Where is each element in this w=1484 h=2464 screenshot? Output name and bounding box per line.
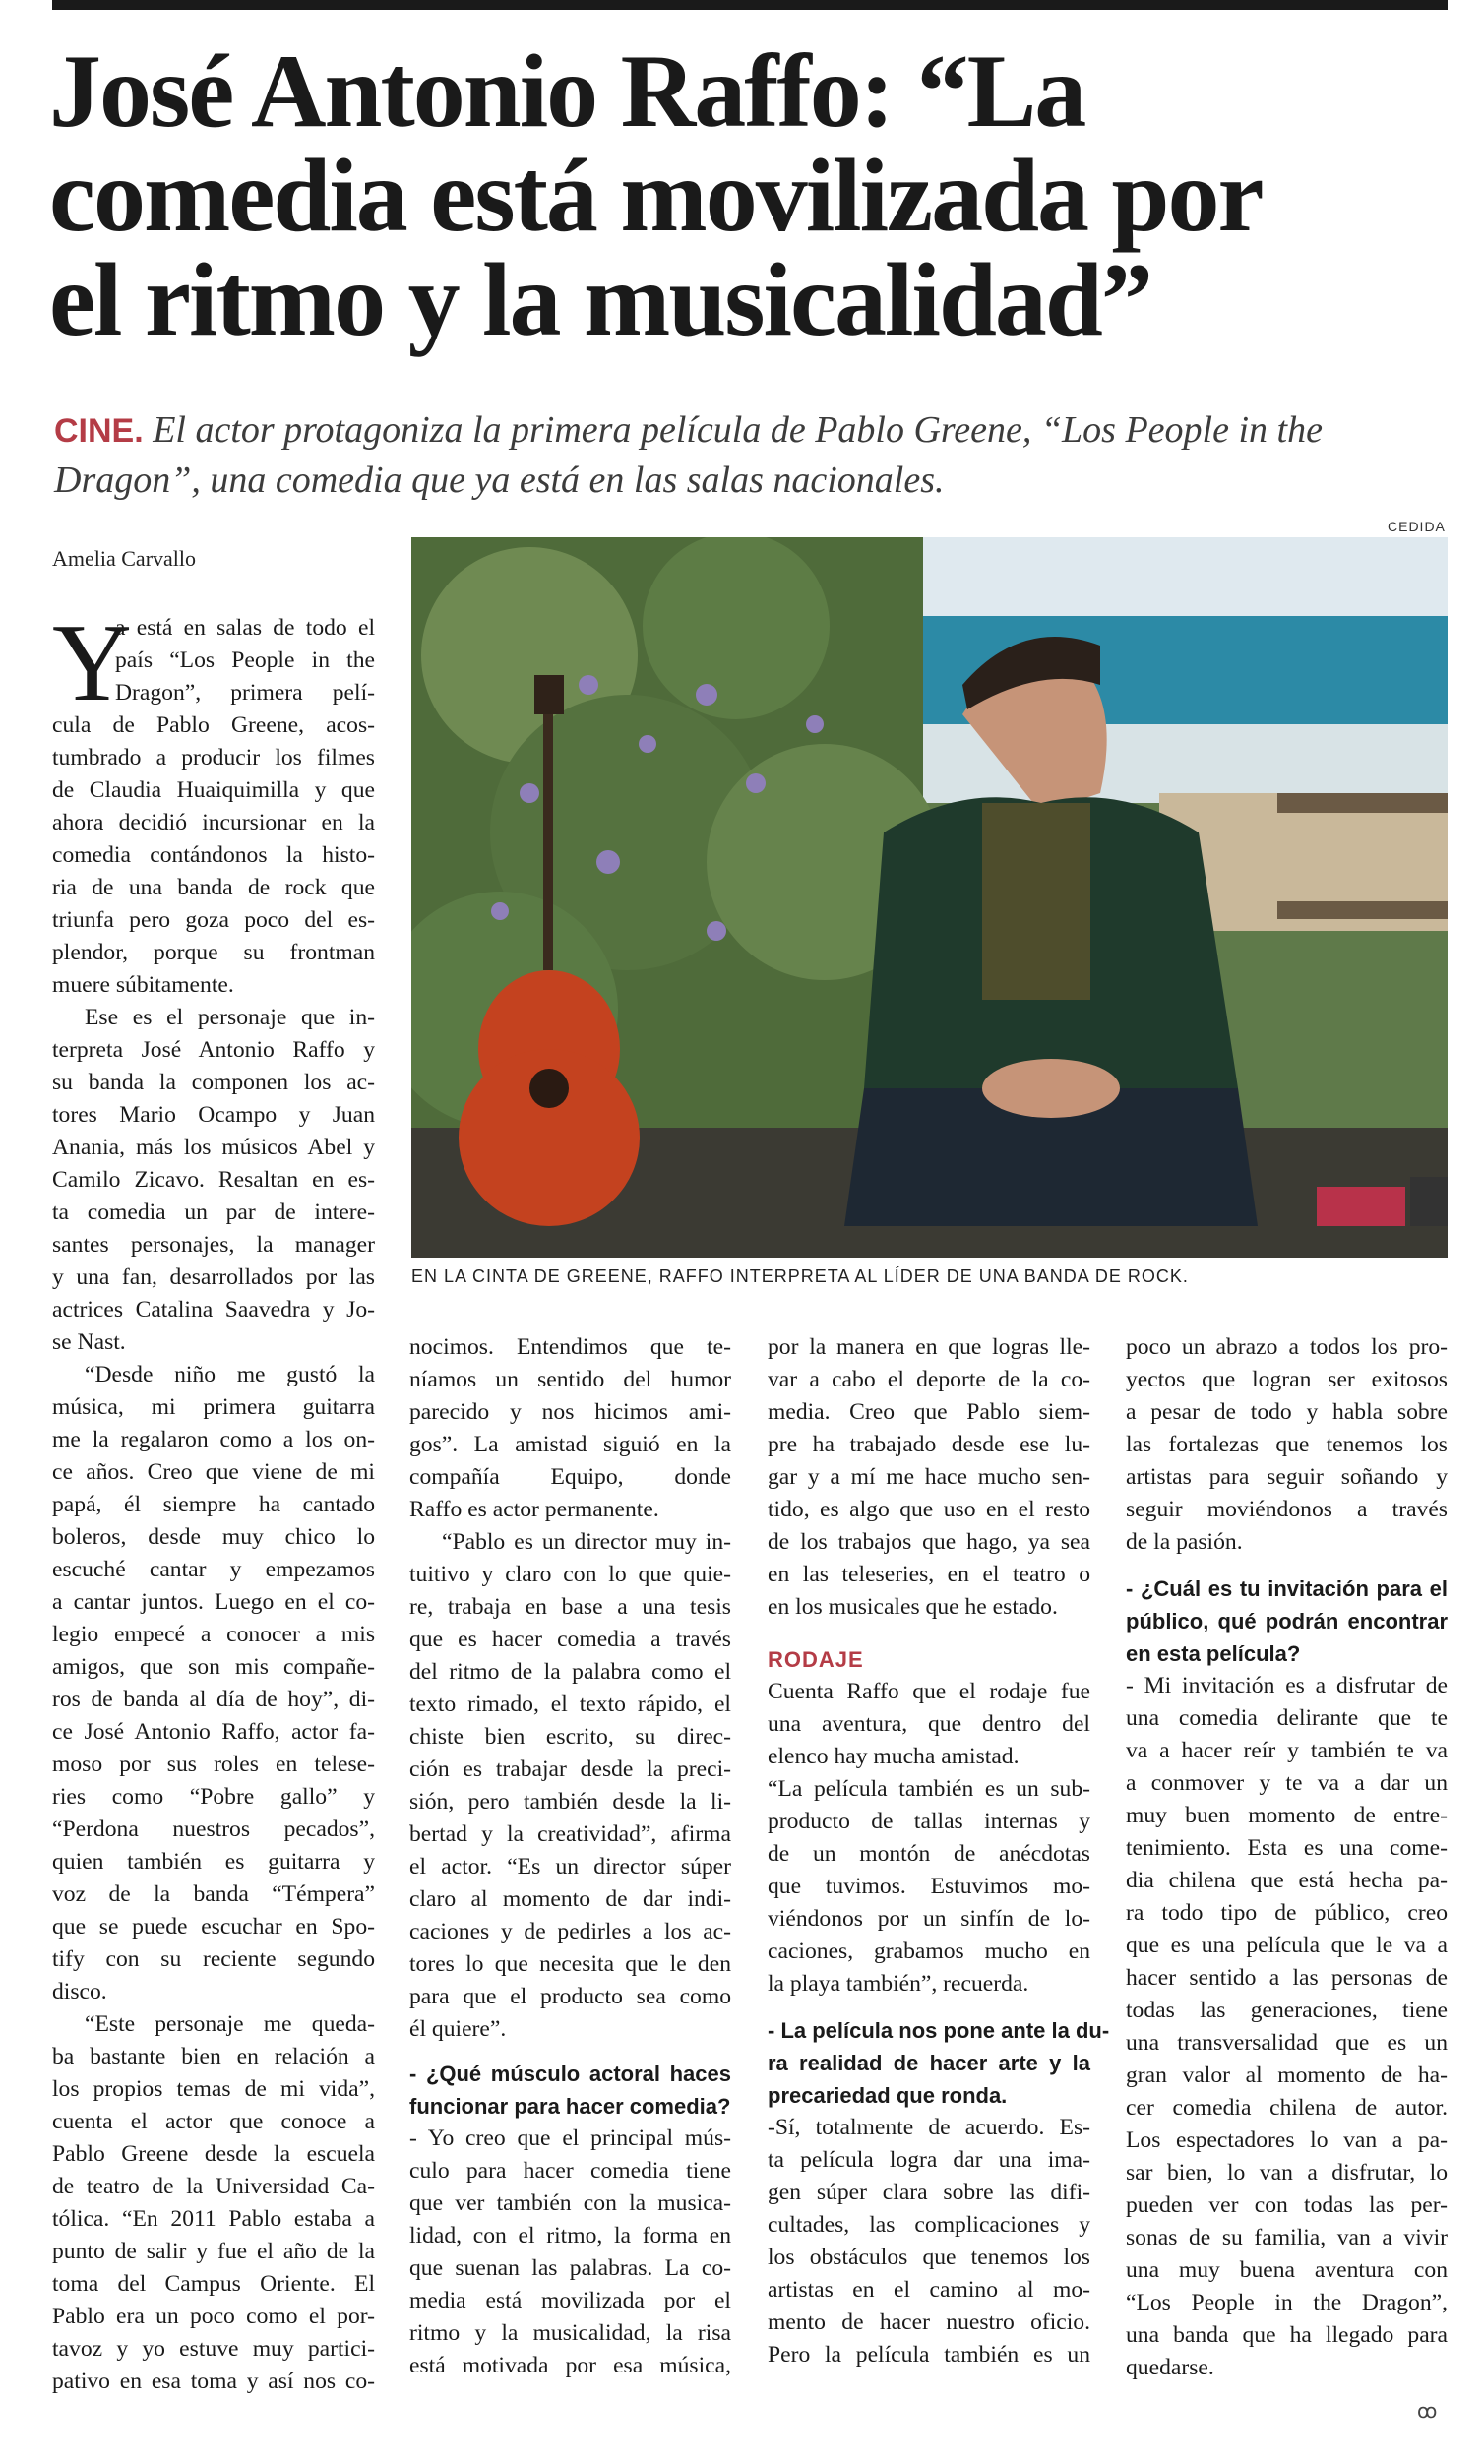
body-line: “La película también es un sub-: [768, 1776, 1090, 1802]
body-line: “Pablo es un director muy in-: [442, 1529, 731, 1555]
body-line: ba bastante bien en relación a: [52, 2044, 375, 2069]
body-line: texto rimado, el texto rápido, el: [409, 1692, 731, 1717]
body-line: para que el producto sea como: [409, 1984, 731, 2009]
deck-line-2: Dragon”, una comedia que ya está en las salas nacionales.: [54, 460, 945, 501]
body-line: escuché cantar y empezamos: [52, 1557, 375, 1582]
interview-question: ra realidad de hacer arte y la: [768, 2051, 1090, 2075]
body-line: él quiere”.: [409, 2016, 507, 2042]
body-line: Pero la película también es un: [768, 2342, 1090, 2368]
body-line: que tuvimos. Estuvimos mo-: [768, 1874, 1090, 1899]
body-line: una muy buena aventura con: [1126, 2257, 1448, 2283]
body-line: ra todo tipo de público, creo: [1126, 1900, 1448, 1926]
body-line: a pesar de todo y habla sobre: [1126, 1399, 1448, 1425]
body-line: a conmover y te va a dar un: [1126, 1770, 1448, 1796]
byline: Amelia Carvallo: [52, 546, 197, 571]
body-line: Pablo era un poco como el por-: [52, 2304, 375, 2329]
body-line: plendor, porque su frontman: [52, 940, 375, 965]
interview-question: funcionar para hacer comedia?: [409, 2094, 731, 2119]
body-line: pativo en esa toma y así nos co-: [52, 2369, 375, 2394]
body-line: voz de la banda “Témpera”: [52, 1881, 375, 1907]
body-line: var a cabo el deporte de la co-: [768, 1367, 1090, 1392]
body-line: dia chilena que está hecha pa-: [1126, 1868, 1448, 1893]
section-kicker: CINE.: [54, 412, 144, 450]
body-line: muere súbitamente.: [52, 972, 234, 998]
body-line: - Yo creo que el principal mús-: [409, 2125, 731, 2151]
body-line: “Los People in the Dragon”,: [1126, 2290, 1448, 2315]
body-line: lidad, con el ritmo, la forma en: [409, 2223, 731, 2248]
body-line: una comedia delirante que te: [1126, 1705, 1448, 1731]
body-line: elenco hay mucha amistad.: [768, 1744, 1020, 1769]
body-line: bertad y la creatividad”, afirma: [409, 1821, 731, 1847]
body-line: gran valor al momento de ha-: [1126, 2063, 1448, 2088]
body-line: cer comedia chilena de autor.: [1126, 2095, 1448, 2121]
photo-caption: EN LA CINTA DE GREENE, RAFFO INTERPRETA AL LÍDER DE UNA BANDA DE ROCK.: [411, 1266, 1189, 1286]
body-line: artistas para seguir soñando y: [1126, 1464, 1448, 1490]
body-line: disco.: [52, 1979, 107, 2004]
section-subheading: RODAJE: [768, 1647, 864, 1672]
body-line: los propios temas de mi vida”,: [52, 2076, 375, 2102]
body-line: sar bien, lo van a disfrutar, lo: [1126, 2160, 1448, 2186]
body-line: papá, él siempre ha cantado: [52, 1492, 375, 1517]
body-line: y una fan, desarrollados por las: [52, 1264, 375, 1290]
body-line: terpreta José Antonio Raffo y: [52, 1037, 375, 1063]
body-line: tumbrado a producir los filmes: [52, 745, 375, 770]
interview-question: precariedad que ronda.: [768, 2083, 1008, 2108]
body-line: que es una película que le va a: [1126, 1933, 1448, 1958]
body-line: cuenta el actor que conoce a: [52, 2109, 375, 2134]
deck-line-1: [54, 405, 1452, 456]
body-line: ce años. Creo que viene de mi: [52, 1459, 375, 1485]
body-line: Dragon”, primera pelí-: [115, 680, 375, 706]
body-line: “Perdona nuestros pecados”,: [52, 1817, 375, 1842]
body-line: país “Los People in the: [115, 647, 375, 673]
body-line: me la regalaron como a los on-: [52, 1427, 375, 1452]
body-line: media. Creo que Pablo siem-: [768, 1399, 1090, 1425]
body-line: una aventura, que dentro del: [768, 1711, 1090, 1737]
body-line: ce José Antonio Raffo, actor fa-: [52, 1719, 375, 1745]
body-line: por la manera en que logras lle-: [768, 1334, 1090, 1360]
body-line: pre ha trabajado desde ese lu-: [768, 1432, 1090, 1457]
body-line: producto de tallas internas y: [768, 1809, 1090, 1834]
interview-question: en esta película?: [1126, 1641, 1301, 1666]
body-line: punto de salir y fue el año de la: [52, 2239, 375, 2264]
interview-question: público, qué podrán encontrar: [1126, 1609, 1448, 1633]
body-line: re, trabaja en base a una tesis: [409, 1594, 731, 1620]
body-line: de los trabajos que hago, ya sea: [768, 1529, 1090, 1555]
body-line: cultades, las complicaciones y: [768, 2212, 1090, 2238]
body-line: Cuenta Raffo que el rodaje fue: [768, 1679, 1090, 1704]
body-line: de teatro de la Universidad Ca-: [52, 2174, 375, 2199]
body-line: artistas en el camino al mo-: [768, 2277, 1090, 2303]
body-line: ritmo y la musicalidad, la risa: [409, 2320, 731, 2346]
interview-question: - ¿Qué músculo actoral haces: [409, 2062, 731, 2086]
body-line: tavoz y yo estuve muy partici-: [52, 2336, 375, 2362]
body-line: tores Mario Ocampo y Juan: [52, 1102, 375, 1128]
body-line: parecido y nos hicimos ami-: [409, 1399, 731, 1425]
interview-question: - La película nos pone ante la du-: [768, 2018, 1110, 2043]
body-line: culo para hacer comedia tiene: [409, 2158, 731, 2184]
body-line: compañía Equipo, donde: [409, 1464, 731, 1490]
body-line: triunfa pero goza poco del es-: [52, 907, 375, 933]
body-line: -Sí, totalmente de acuerdo. Es-: [768, 2115, 1090, 2140]
body-line: tenimiento. Esta es una come-: [1126, 1835, 1448, 1861]
body-line: pueden ver con todas las per-: [1126, 2192, 1448, 2218]
body-line: una transversalidad que es un: [1126, 2030, 1448, 2056]
body-line: ria de una banda de rock que: [52, 875, 375, 900]
article-column-2: [409, 1331, 731, 2382]
body-line: Los espectadores lo van a pa-: [1126, 2127, 1448, 2153]
body-line: Camilo Zicavo. Resaltan en es-: [52, 1167, 375, 1193]
body-line: tólica. “En 2011 Pablo estaba a: [52, 2206, 375, 2232]
body-line: sonas de su familia, van a vivir: [1126, 2225, 1448, 2250]
body-line: claro al momento de dar indi-: [409, 1886, 731, 1912]
body-line: hacer sentido a las personas de: [1126, 1965, 1448, 1991]
body-line: que es hacer comedia a través: [409, 1627, 731, 1652]
deck-text: El actor protagoniza la primera película de Pablo Greene, “Los People in the: [143, 409, 1323, 451]
body-line: una banda que ha llegado para: [1126, 2322, 1448, 2348]
body-line: la playa también”, recuerda.: [768, 1971, 1029, 1997]
body-line: ción es trabajar desde la preci-: [409, 1756, 731, 1782]
body-line: gos”. La amistad siguió en la: [409, 1432, 731, 1457]
body-line: gar y a mí me hace mucho sen-: [768, 1464, 1090, 1490]
body-line: los obstáculos que tenemos los: [768, 2245, 1090, 2270]
body-line: de la pasión.: [1126, 1529, 1243, 1555]
body-line: viéndonos por un sinfín de lo-: [768, 1906, 1090, 1932]
body-line: en los musicales que he estado.: [768, 1594, 1058, 1620]
body-line: tuitivo y claro con lo que quie-: [409, 1562, 731, 1587]
body-line: se Nast.: [52, 1329, 126, 1355]
body-line: de un montón de anécdotas: [768, 1841, 1090, 1867]
body-line: Raffo es actor permanente.: [409, 1497, 659, 1522]
photo-actor-with-guitar-icon: [411, 537, 1448, 1258]
photo-credit: CEDIDA: [1388, 519, 1446, 534]
body-line: muy buen momento de entre-: [1126, 1803, 1448, 1828]
body-line: a cantar juntos. Luego en el co-: [52, 1589, 375, 1615]
article-headline: [49, 33, 1447, 357]
body-line: santes personajes, la manager: [52, 1232, 375, 1258]
body-line: ries como “Pobre gallo” y: [52, 1784, 375, 1810]
body-line: amigos, que son mis compañe-: [52, 1654, 375, 1680]
body-line: comedia contándonos la histo-: [52, 842, 375, 868]
body-line: seguir moviéndonos a través: [1126, 1497, 1448, 1522]
body-line: níamos un sentido del humor: [409, 1367, 731, 1392]
body-line: ta comedia un par de intere-: [52, 1200, 375, 1225]
body-line: caciones, grabamos mucho en: [768, 1939, 1090, 1964]
body-line: tido, es algo que uso en el resto: [768, 1497, 1090, 1522]
body-line: actrices Catalina Saavedra y Jo-: [52, 1297, 375, 1323]
drop-cap: Y: [52, 602, 132, 724]
body-line: cula de Pablo Greene, acos-: [52, 712, 375, 738]
body-line: media está movilizada por el: [409, 2288, 731, 2313]
headline-line: comedia está movilizada por: [49, 138, 1263, 253]
body-line: quien también es guitarra y: [52, 1849, 375, 1875]
body-line: boleros, desde muy chico lo: [52, 1524, 375, 1550]
headline-line: José Antonio Raffo: “La: [49, 33, 1085, 149]
body-line: del ritmo de la palabra como el: [409, 1659, 731, 1685]
headline-line: el ritmo y la musicalidad”: [49, 242, 1151, 357]
body-line: poco un abrazo a todos los pro-: [1126, 1334, 1448, 1360]
body-line: de Claudia Huaiquimilla y que: [52, 777, 375, 803]
body-line: Pablo Greene desde la escuela: [52, 2141, 375, 2167]
end-mark-icon: ꝏ: [1417, 2399, 1438, 2423]
body-line: toma del Campus Oriente. El: [52, 2271, 375, 2297]
body-line: ta película logra dar una ima-: [768, 2147, 1090, 2173]
body-line: que ver también con la musica-: [409, 2190, 731, 2216]
body-line: su banda la componen los ac-: [52, 1070, 375, 1095]
body-line: “Desde niño me gustó la: [85, 1362, 375, 1387]
body-line: está motivada por esa música,: [409, 2353, 731, 2378]
body-line: que suenan las palabras. La co-: [409, 2255, 731, 2281]
body-line: legio empecé a conocer a mis: [52, 1622, 375, 1647]
body-line: Anania, más los músicos Abel y: [52, 1135, 375, 1160]
body-line: las fortalezas que tenemos los: [1126, 1432, 1448, 1457]
body-line: yectos que logran ser exitosos: [1126, 1367, 1448, 1392]
body-line: tify con su reciente segundo: [52, 1946, 375, 1972]
top-rule: [52, 0, 1448, 10]
body-line: gen súper clara sobre las difi-: [768, 2180, 1090, 2205]
body-line: ahora decidió incursionar en la: [52, 810, 375, 835]
body-line: quedarse.: [1126, 2355, 1214, 2380]
body-line: ros de banda al día de hoy”, di-: [52, 1687, 375, 1712]
body-line: en las teleseries, en el teatro o: [768, 1562, 1090, 1587]
body-line: “Este personaje me queda-: [85, 2011, 375, 2037]
article-column-4: [1126, 1331, 1448, 2384]
body-line: Ese es el personaje que in-: [85, 1005, 375, 1030]
body-line: va a hacer reír y también te va: [1126, 1738, 1448, 1763]
body-line: a está en salas de todo el: [115, 615, 375, 641]
body-line: todas las generaciones, tiene: [1126, 1998, 1448, 2023]
body-line: nocimos. Entendimos que te-: [409, 1334, 731, 1360]
article-deck: [54, 405, 1452, 505]
body-line: que se puede escuchar en Spo-: [52, 1914, 375, 1940]
body-line: moso por sus roles en telese-: [52, 1752, 375, 1777]
article-column-3: [768, 1331, 1110, 2372]
body-line: sión, pero también desde la li-: [409, 1789, 731, 1815]
body-line: tores lo que necesita que le den: [409, 1951, 731, 1977]
article-photo: [411, 537, 1448, 1258]
body-line: chiste bien escrito, su direc-: [409, 1724, 731, 1750]
interview-question: - ¿Cuál es tu invitación para el: [1126, 1576, 1448, 1601]
body-line: mento de hacer nuestro oficio.: [768, 2310, 1090, 2335]
body-line: el actor. “Es un director súper: [409, 1854, 731, 1879]
body-line: música, mi primera guitarra: [52, 1394, 375, 1420]
body-line: - Mi invitación es a disfrutar de: [1126, 1673, 1448, 1698]
body-line: caciones y de pedirles a los ac-: [409, 1919, 731, 1944]
article-column-1: [52, 602, 375, 2398]
